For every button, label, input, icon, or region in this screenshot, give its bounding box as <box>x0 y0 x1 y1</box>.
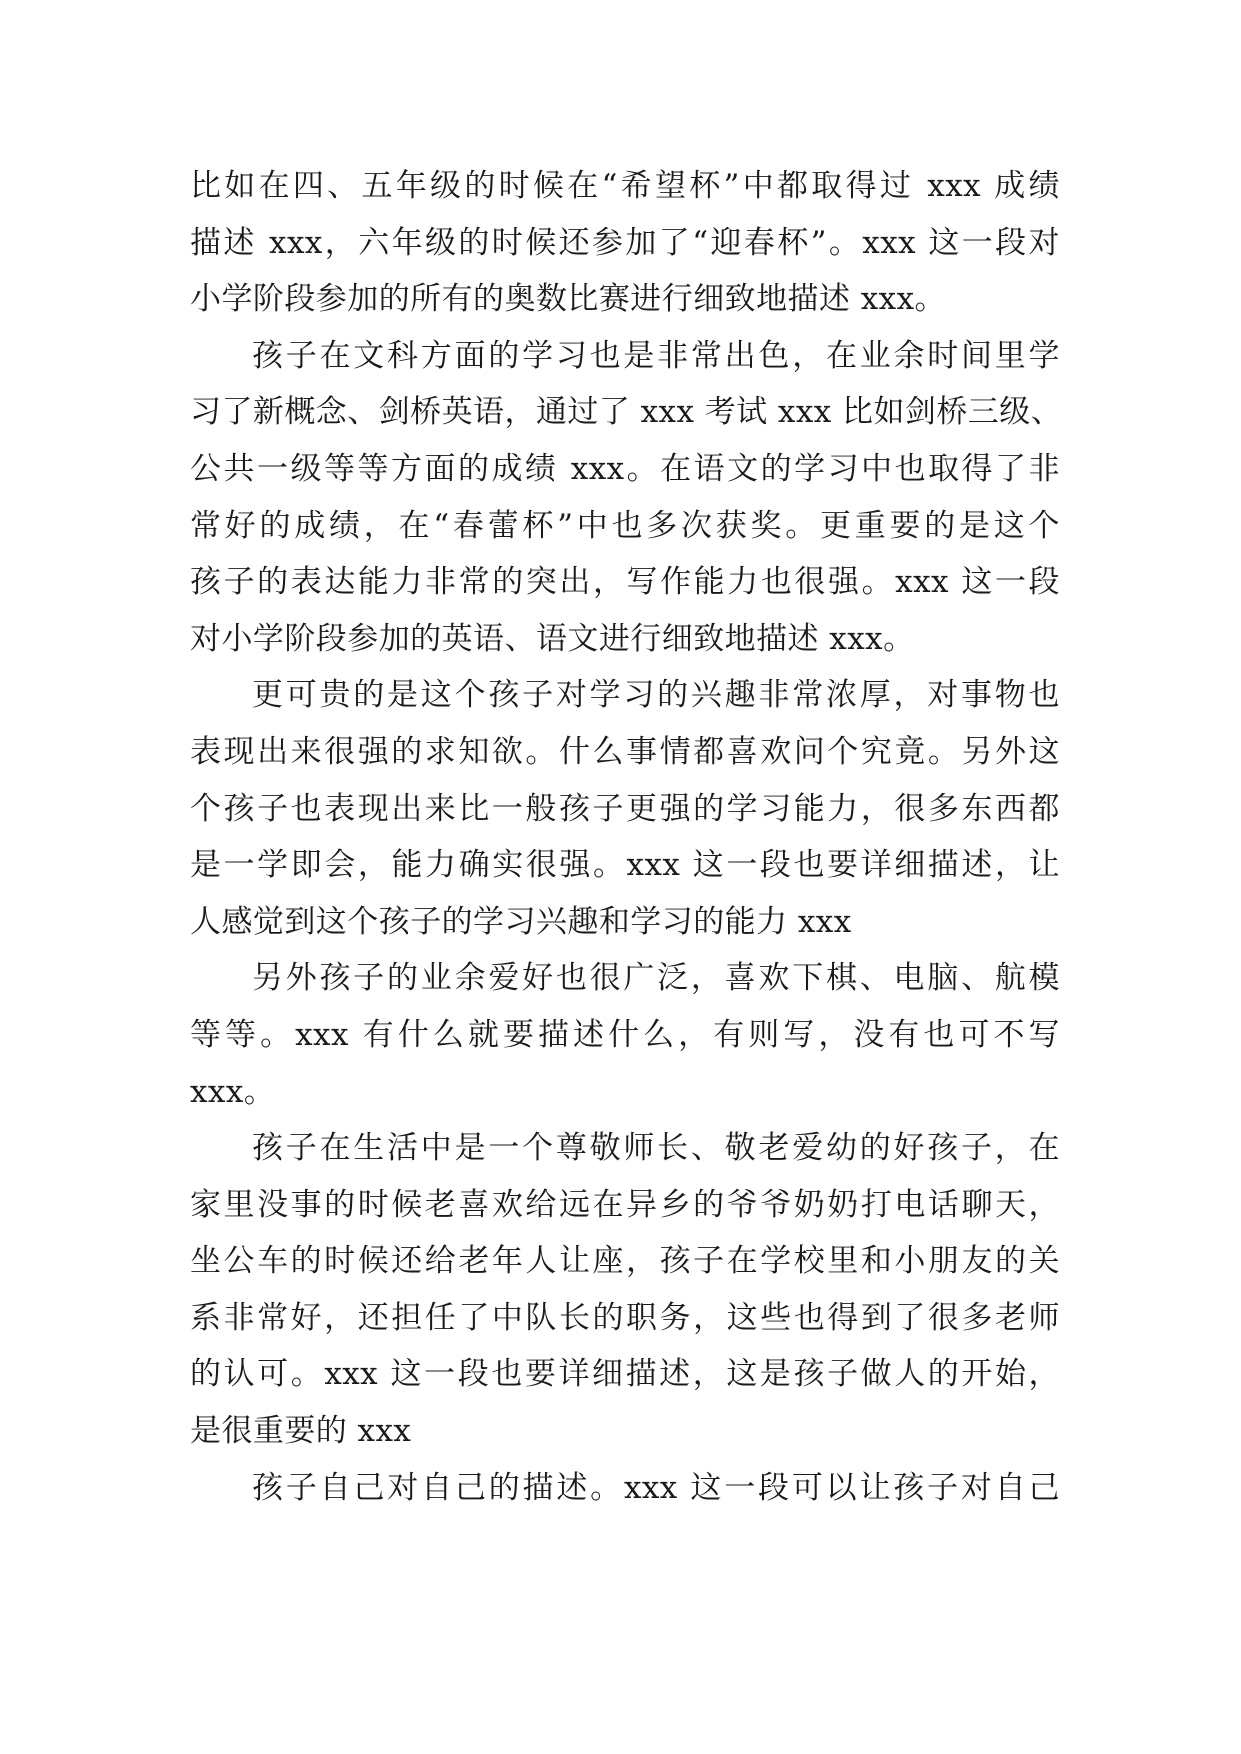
text-line: 另外孩子的业余爱好也很广泛，喜欢下棋、电脑、航模 <box>252 960 1060 997</box>
text-line: 常好的成绩，在“春蕾杯”中也多次获奖。更重要的是这个 <box>190 507 1060 544</box>
text-line: 公共一级等等方面的成绩 xxx。在语文的学习中也取得了非 <box>190 450 1060 487</box>
text-line: 等等。xxx 有什么就要描述什么，有则写，没有也可不写 <box>190 1016 1060 1053</box>
text-line: 比如在四、五年级的时候在“希望杯”中都取得过 xxx 成绩 <box>190 168 1060 204</box>
text-line: 的认可。xxx 这一段也要详细描述，这是孩子做人的开始， <box>190 1356 1060 1393</box>
text-line: 个孩子也表现出来比一般孩子更强的学习能力，很多东西都 <box>190 790 1060 827</box>
text-line: 是一学即会，能力确实很强。xxx 这一段也要详细描述，让 <box>190 847 1060 884</box>
text-line: 习了新概念、剑桥英语，通过了 xxx 考试 xxx 比如剑桥三级、 <box>190 394 1063 431</box>
text-line: 系非常好，还担任了中队长的职务，这些也得到了很多老师 <box>190 1299 1060 1336</box>
document-body <box>190 158 1063 1516</box>
text-line: 人感觉到这个孩子的学习兴趣和学习的能力 xxx <box>190 903 852 940</box>
text-line: 表现出来很强的求知欲。什么事情都喜欢问个究竟。另外这 <box>190 733 1060 770</box>
text-line: 孩子的表达能力非常的突出，写作能力也很强。xxx 这一段 <box>190 564 1060 601</box>
text-line: 孩子在文科方面的学习也是非常出色，在业余时间里学 <box>252 337 1060 374</box>
text-line: 孩子在生活中是一个尊敬师长、敬老爱幼的好孩子，在 <box>252 1130 1060 1167</box>
text-line: 孩子自己对自己的描述。xxx 这一段可以让孩子对自己 <box>252 1469 1060 1506</box>
text-line: 小学阶段参加的所有的奥数比赛进行细致地描述 xxx。 <box>190 281 947 318</box>
text-line: 坐公车的时候还给老年人让座，孩子在学校里和小朋友的关 <box>190 1243 1060 1280</box>
text-line: 对小学阶段参加的英语、语文进行细致地描述 xxx。 <box>190 620 915 657</box>
text-line: 是很重要的 xxx <box>190 1413 412 1450</box>
text-line: xxx。 <box>190 1073 276 1110</box>
text-line: 描述 xxx，六年级的时候还参加了“迎春杯”。xxx 这一段对 <box>190 224 1060 261</box>
text-line: 家里没事的时候老喜欢给远在异乡的爷爷奶奶打电话聊天， <box>190 1186 1060 1223</box>
text-line: 更可贵的是这个孩子对学习的兴趣非常浓厚，对事物也 <box>252 677 1060 714</box>
